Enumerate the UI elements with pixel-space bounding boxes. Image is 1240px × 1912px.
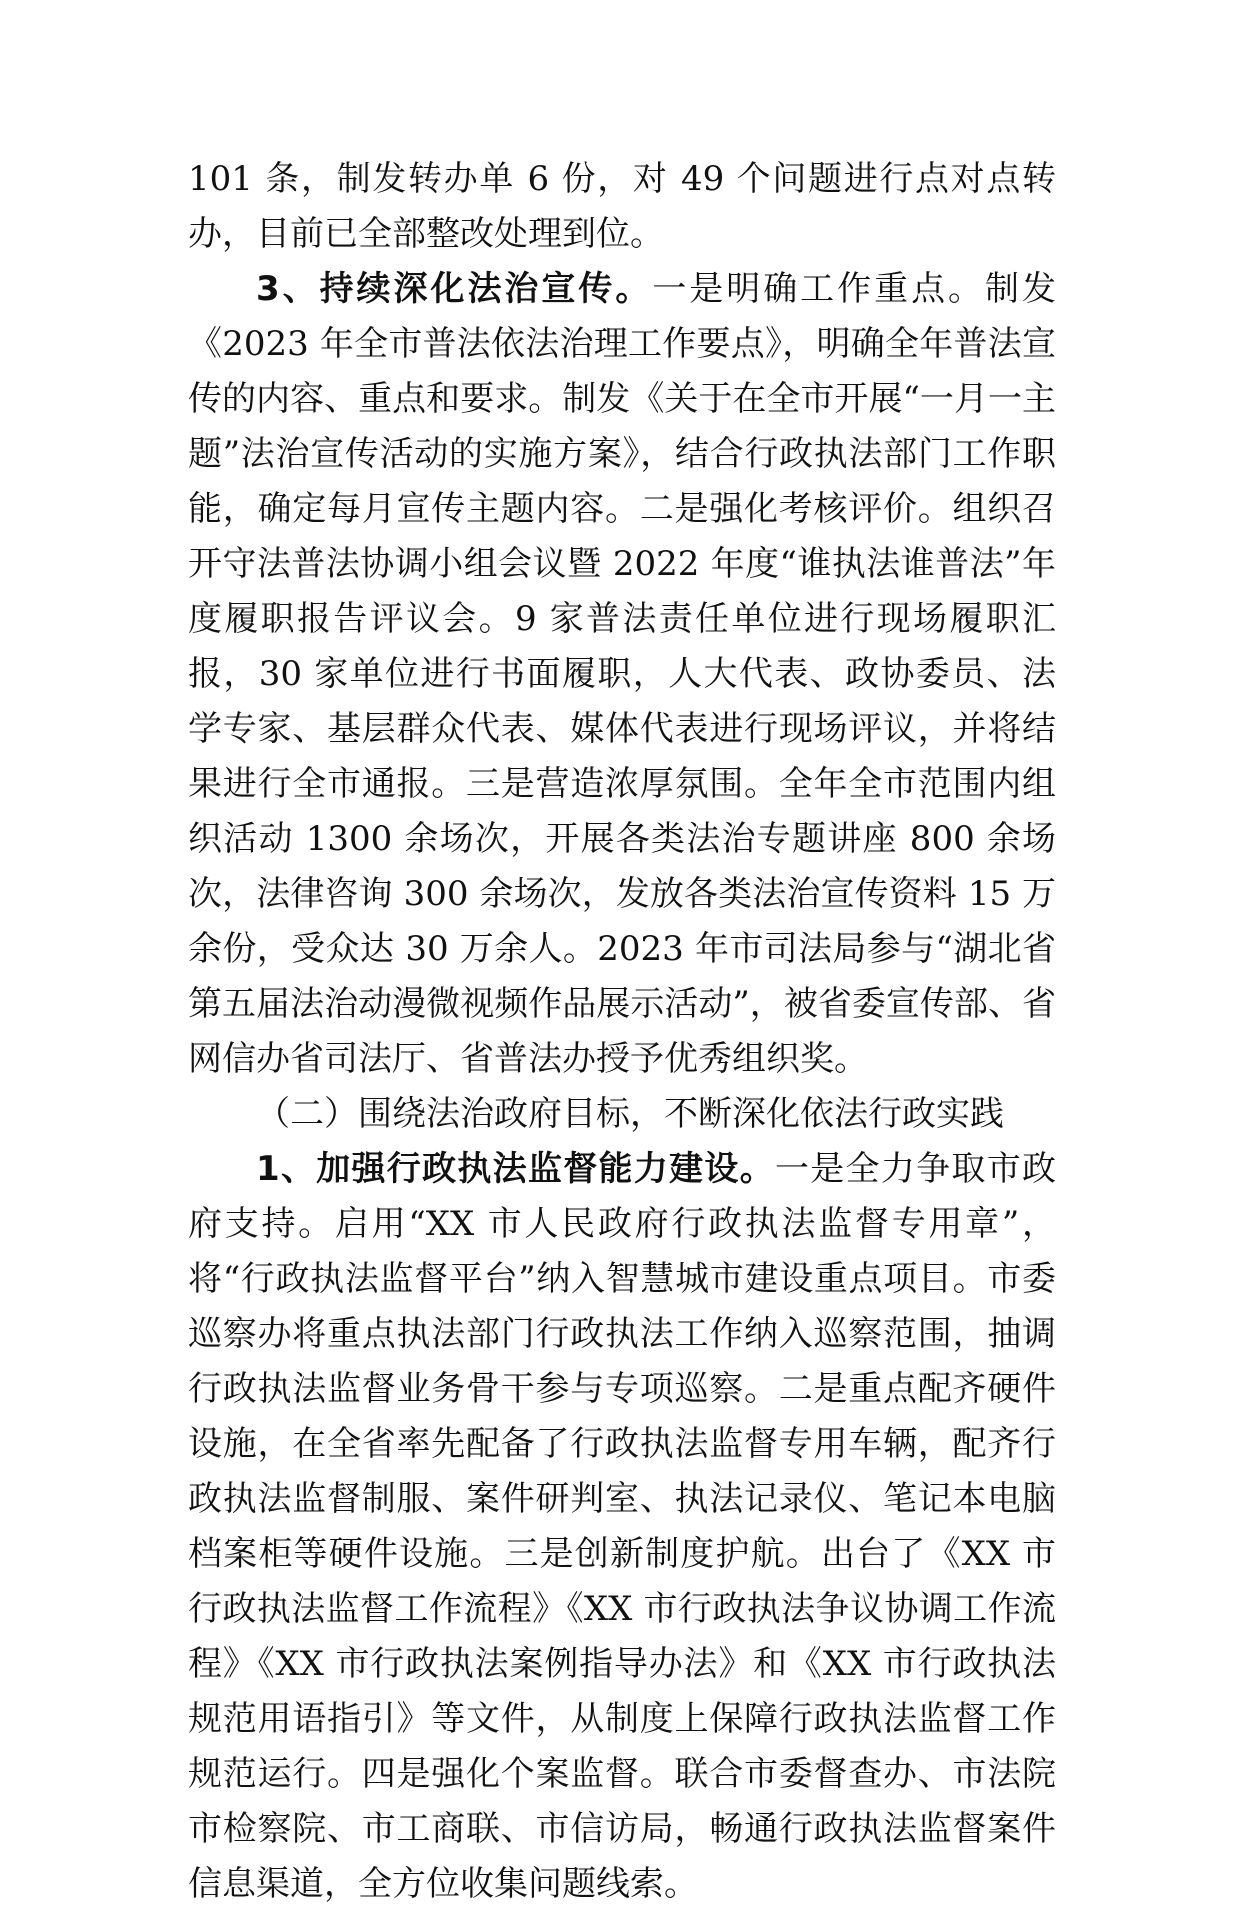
paragraph-text: 101 条，制发转办单 6 份，对 49 个问题进行点对点转办，目前已全部整改处理到位。 [188,159,1056,254]
paragraph-continuation [188,152,1056,262]
document-page [188,152,1056,1912]
subsection-title-text: （二）围绕法治政府目标，不断深化依法行政实践 [256,1094,1004,1134]
paragraph-enforcement-supervision [188,1142,1056,1912]
section-heading-enforcement-supervision: 1、加强行政执法监督能力建设。 [256,1149,775,1189]
subsection-title [188,1087,1056,1142]
paragraph-text: 一是全力争取市政府支持。启用“XX 市人民政府行政执法监督专用章”，将“行政执法监督平台”纳入智慧城市建设重点项目。市委巡察办将重点执法部门行政执法工作纳入巡察范围，抽调行政执法监督业务骨干参与专项巡察。二是重点配齐硬件设施，在全省率先配备了行政执法监督专用车辆，配齐行政执法监督制服、案件研判室、执法记录仪、笔记本电脑档案柜等硬件设施。三是创新制度护航。出台了《XX 市行政执法监督工作流程》《XX 市行政执法争议协调工作流程》《XX 市行政执法案例指导办法》和《XX 市行政执法规范用语指引》等文件，从制度上保障行政执法监督工作规范运行。四是强化个案监督。联合市委督查办、市法院市检察院、市工商联、市信访局，畅通行政执法监督案件信息渠道，全方位收集问题线索。 [188,1149,1057,1904]
paragraph-text: 一是明确工作重点。制发《2023 年全市普法依法治理工作要点》，明确全年普法宣传的内容、重点和要求。制发《关于在全市开展“一月一主题”法治宣传活动的实施方案》，结合行政执法部门工作职能，确定每月宣传主题内容。二是强化考核评价。组织召开守法普法协调小组会议暨 2022 年度“谁执法谁普法”年度履职报告评议会。9 家普法责任单位进行现场履职汇报，30 家单位进行书面履职，人大代表、政协委员、法学专家、基层群众代表、媒体代表进行现场评议，并将结果进行全市通报。三是营造浓厚氛围。全年全市范围内组织活动 1300 余场次，开展各类法治专题讲座 800 余场次，法律咨询 300 余场次，发放各类法治宣传资料 15 万余份，受众达 30 万余人。2023 年市司法局参与“湖北省第五届法治动漫微视频作品展示活动”，被省委宣传部、省网信办省司法厅、省普法办授予优秀组织奖。 [188,269,1056,1079]
paragraph-legal-publicity [188,262,1056,1087]
section-heading-legal-publicity: 3、持续深化法治宣传。 [256,269,653,309]
